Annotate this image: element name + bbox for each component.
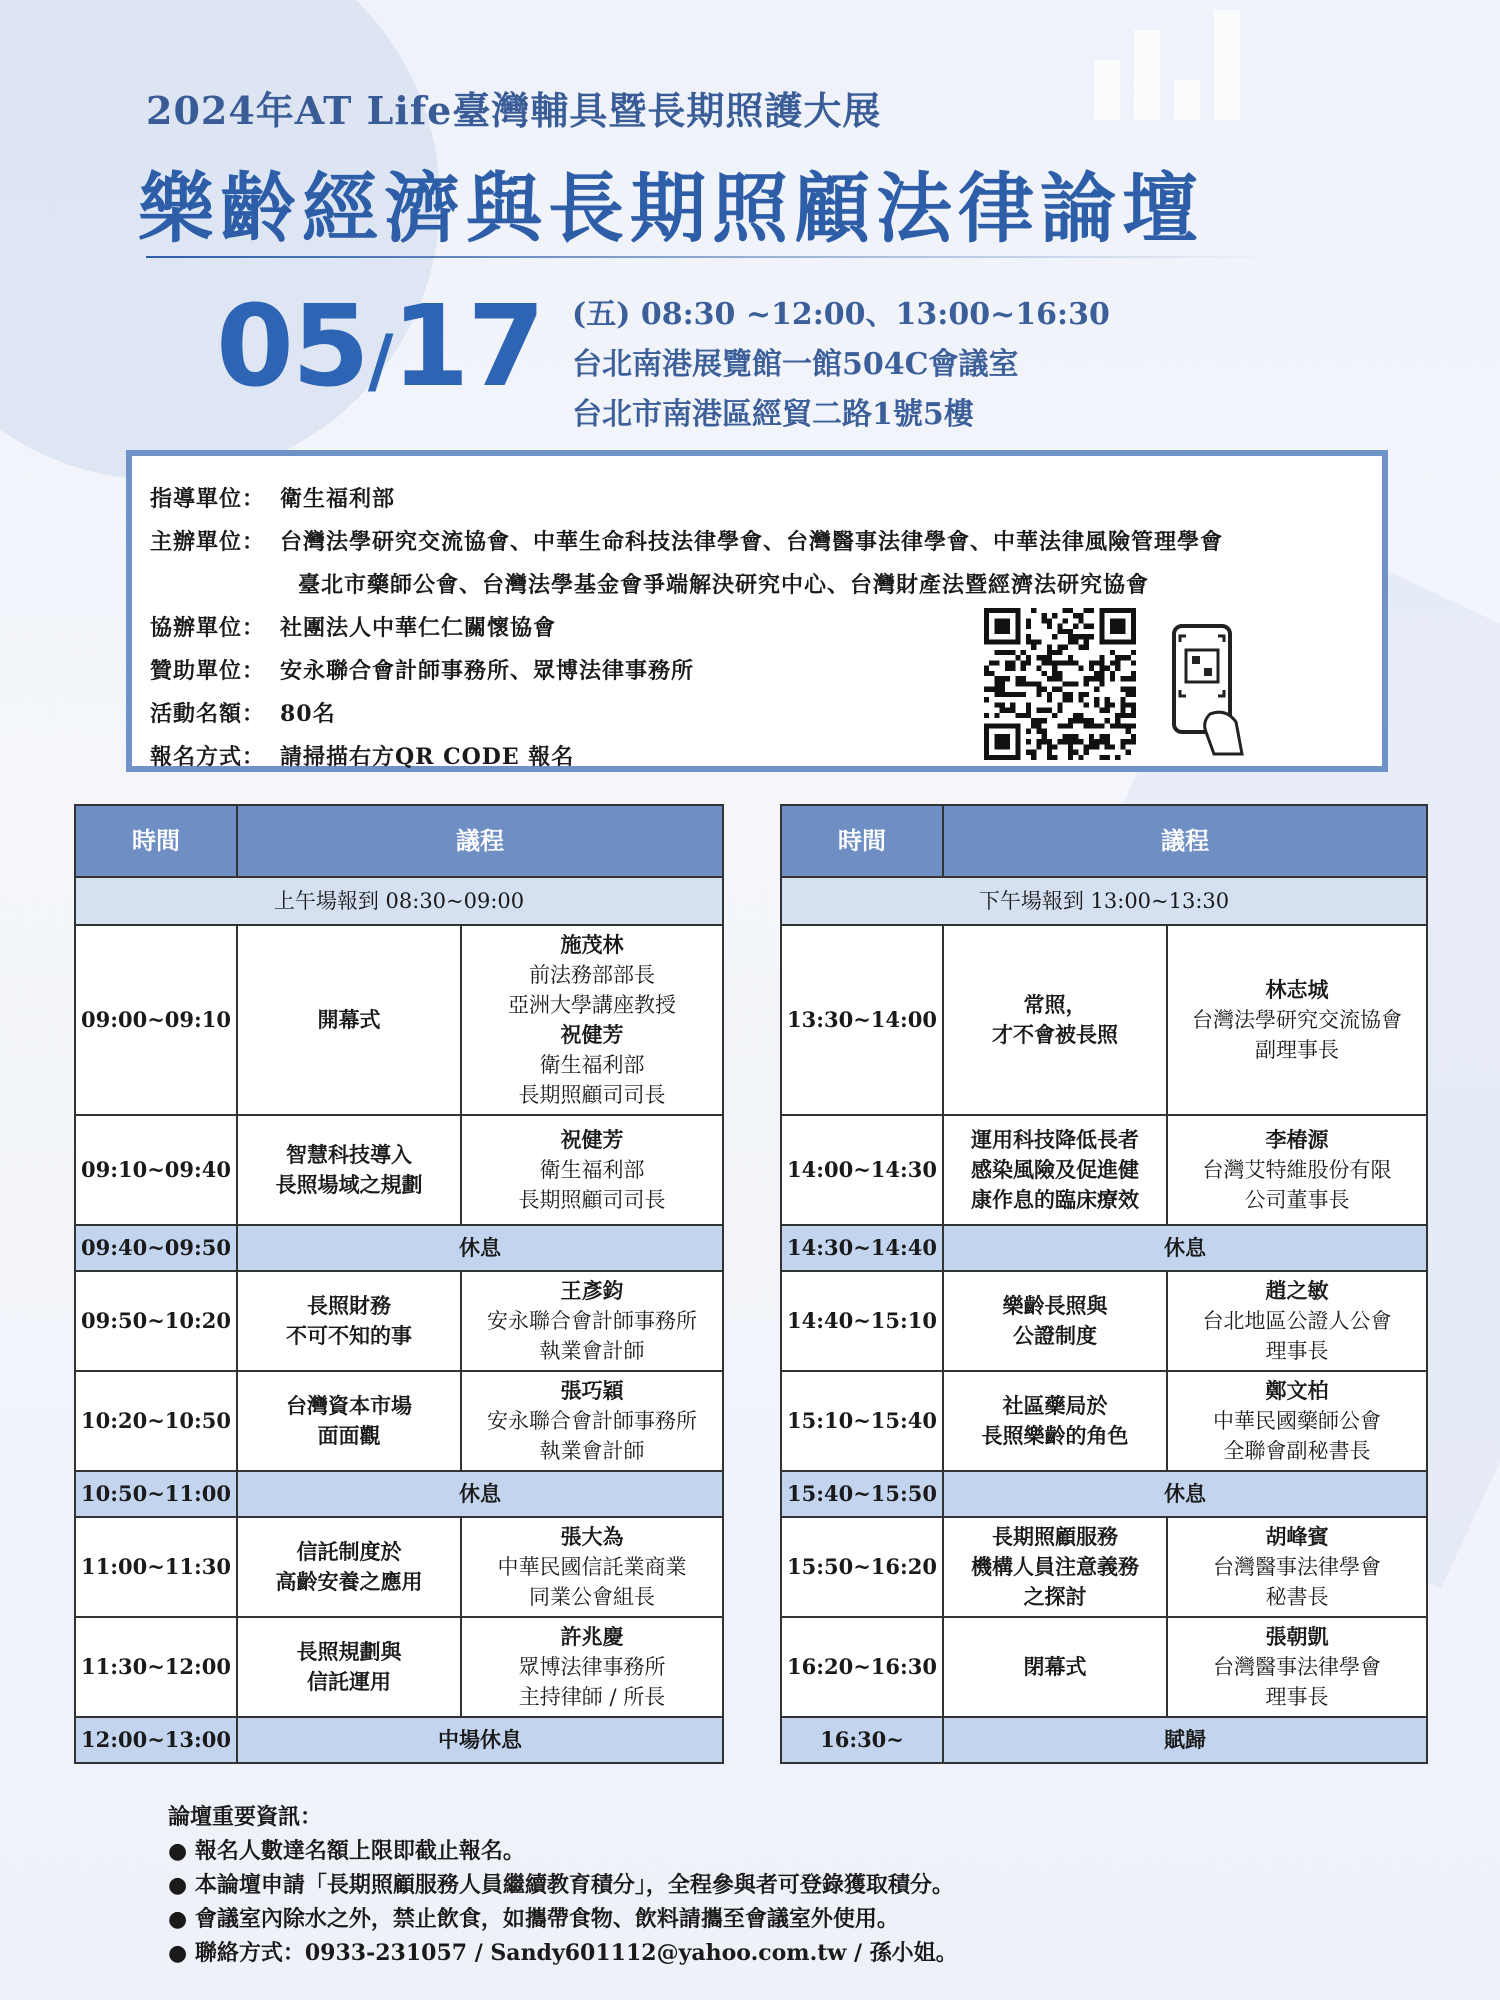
speaker-title: 副理事長 — [1255, 1038, 1339, 1062]
break-row — [781, 1717, 1427, 1763]
session-row — [781, 1617, 1427, 1717]
speaker-title: 眾博法律事務所 — [518, 1655, 666, 1679]
session-row — [75, 1517, 723, 1617]
session-topic: 社區藥局於 長照樂齡的角色 — [943, 1371, 1167, 1471]
break-row — [781, 1471, 1427, 1517]
speaker-name: 趙之敏 — [1265, 1278, 1329, 1303]
org-guide — [150, 476, 1364, 519]
session-row — [781, 1271, 1427, 1371]
session-speaker — [1167, 1115, 1427, 1225]
speaker-name: 王彥鈞 — [560, 1278, 624, 1303]
speaker-title: 執業會計師 — [539, 1339, 645, 1363]
break-label: 中場休息 — [237, 1717, 723, 1763]
col-agenda-header: 議程 — [943, 805, 1427, 877]
speaker-title: 前法務部部長 — [529, 963, 655, 987]
speaker-name: 張朝凱 — [1265, 1624, 1329, 1649]
session-row — [781, 1517, 1427, 1617]
break-row — [75, 1471, 723, 1517]
org-value: 台灣法學研究交流協會、中華生命科技法律學會、台灣醫事法律學會、中華法律風險管理學會 — [280, 529, 1224, 555]
notes-heading: 論壇重要資訊： — [168, 1804, 323, 1830]
event-address: 台北市南港區經貿二路1號5樓 — [572, 397, 974, 432]
speaker-title: 全聯會副秘書長 — [1223, 1439, 1371, 1463]
date-month: 05 — [216, 282, 368, 412]
note-item: ● 報名人數達名額上限即截止報名。 — [168, 1834, 958, 1868]
session-time: 11:00~11:30 — [75, 1517, 237, 1617]
session-time: 16:30~ — [781, 1717, 943, 1763]
speaker-title: 同業公會組長 — [529, 1585, 655, 1609]
date-slash: / — [367, 320, 392, 402]
speaker-name: 鄭文柏 — [1265, 1378, 1329, 1403]
event-time: (五) 08:30 ~12:00、13:00~16:30 — [572, 297, 1110, 332]
speaker-name: 祝健芳 — [560, 1127, 624, 1152]
session-speaker — [461, 1517, 723, 1617]
break-label: 休息 — [943, 1471, 1427, 1517]
session-speaker — [461, 1271, 723, 1371]
event-date — [216, 282, 543, 412]
event-subtitle: 2024年AT Life臺灣輔具暨長期照護大展 — [146, 88, 882, 133]
speaker-title: 亞洲大學講座教授 — [508, 993, 676, 1017]
important-notes — [168, 1800, 958, 1970]
event-info — [572, 290, 1110, 440]
speaker-title: 中華民國藥師公會 — [1213, 1409, 1381, 1433]
session-time: 12:00~13:00 — [75, 1717, 237, 1763]
org-label: 報名方式： — [150, 744, 266, 770]
org-label: 主辦單位： — [150, 529, 266, 555]
registration-row — [75, 877, 723, 925]
session-time: 13:30~14:00 — [781, 925, 943, 1115]
session-row — [75, 1617, 723, 1717]
speaker-title: 長期照顧司司長 — [518, 1083, 666, 1107]
session-time: 14:40~15:10 — [781, 1271, 943, 1371]
speaker-title: 長期照顧司司長 — [518, 1188, 666, 1212]
org-label: 活動名額： — [150, 701, 266, 727]
registration-text: 下午場報到 13:00~13:30 — [781, 877, 1427, 925]
note-item: ● 會議室內除水之外，禁止飲食，如攜帶食物、飲料請攜至會議室外使用。 — [168, 1902, 958, 1936]
event-venue: 台北南港展覽館一館504C會議室 — [572, 347, 1019, 382]
session-topic: 智慧科技導入 長照場域之規劃 — [237, 1115, 461, 1225]
speaker-title: 秘書長 — [1265, 1585, 1329, 1609]
org-host — [150, 519, 1364, 562]
session-topic: 長照財務 不可不知的事 — [237, 1271, 461, 1371]
speaker-title: 理事長 — [1265, 1339, 1329, 1363]
break-label: 休息 — [237, 1225, 723, 1271]
speaker-title: 主持律師 / 所長 — [518, 1685, 666, 1709]
session-row — [781, 1371, 1427, 1471]
col-time-header: 時間 — [781, 805, 943, 877]
speaker-title: 執業會計師 — [539, 1439, 645, 1463]
speaker-title: 衛生福利部 — [539, 1053, 645, 1077]
speaker-title: 安永聯合會計師事務所 — [487, 1409, 697, 1433]
session-time: 14:00~14:30 — [781, 1115, 943, 1225]
speaker-title: 中華民國信託業商業 — [497, 1555, 687, 1579]
speaker-title: 台灣艾特維股份有限 — [1202, 1158, 1392, 1182]
speaker-name: 施茂林 — [560, 932, 624, 957]
session-speaker — [461, 1371, 723, 1471]
qr-code-icon[interactable] — [984, 608, 1136, 760]
break-label: 賦歸 — [943, 1717, 1427, 1763]
session-topic: 常照， 才不會被長照 — [943, 925, 1167, 1115]
speaker-name: 張巧穎 — [560, 1378, 624, 1403]
session-time: 15:40~15:50 — [781, 1471, 943, 1517]
session-time: 15:50~16:20 — [781, 1517, 943, 1617]
session-time: 10:50~11:00 — [75, 1471, 237, 1517]
speaker-title: 公司董事長 — [1244, 1188, 1350, 1212]
speaker-title: 理事長 — [1265, 1685, 1329, 1709]
afternoon-schedule-table — [780, 804, 1428, 1764]
speaker-name: 林志城 — [1265, 977, 1329, 1002]
speaker-title: 台北地區公證人公會 — [1202, 1309, 1392, 1333]
org-value: 衛生福利部 — [280, 486, 396, 512]
speaker-title: 台灣醫事法律學會 — [1213, 1655, 1381, 1679]
table-header-row — [75, 805, 723, 877]
org-value: 請掃描右方QR CODE 報名 — [280, 744, 575, 770]
session-time: 09:10~09:40 — [75, 1115, 237, 1225]
session-speaker — [461, 1115, 723, 1225]
session-row — [781, 1115, 1427, 1225]
session-speaker — [1167, 1617, 1427, 1717]
session-topic: 運用科技降低長者 感染風險及促進健 康作息的臨床療效 — [943, 1115, 1167, 1225]
session-row — [75, 1115, 723, 1225]
session-row — [75, 1371, 723, 1471]
session-speaker — [461, 1617, 723, 1717]
title-divider — [146, 256, 1276, 258]
speaker-name: 祝健芳 — [560, 1022, 624, 1047]
organizer-box — [126, 450, 1388, 772]
speaker-title: 衛生福利部 — [539, 1158, 645, 1182]
table-header-row — [781, 805, 1427, 877]
break-row — [75, 1225, 723, 1271]
session-speaker — [1167, 925, 1427, 1115]
session-time: 16:20~16:30 — [781, 1617, 943, 1717]
page-title: 樂齡經濟與長期照顧法律論壇 — [138, 164, 1204, 253]
session-speaker — [1167, 1517, 1427, 1617]
break-row — [75, 1717, 723, 1763]
session-topic: 閉幕式 — [943, 1617, 1167, 1717]
org-value: 80名 — [280, 701, 336, 727]
session-topic: 開幕式 — [237, 925, 461, 1115]
org-value: 社團法人中華仁仁關懷協會 — [280, 615, 557, 641]
session-topic: 樂齡長照與 公證制度 — [943, 1271, 1167, 1371]
org-value: 臺北市藥師公會、台灣法學基金會爭端解決研究中心、台灣財產法暨經濟法研究協會 — [298, 572, 1150, 598]
speaker-title: 台灣醫事法律學會 — [1213, 1555, 1381, 1579]
speaker-title: 安永聯合會計師事務所 — [487, 1309, 697, 1333]
break-label: 休息 — [943, 1225, 1427, 1271]
session-topic: 長期照顧服務 機構人員注意義務 之探討 — [943, 1517, 1167, 1617]
session-time: 10:20~10:50 — [75, 1371, 237, 1471]
session-time: 09:00~09:10 — [75, 925, 237, 1115]
break-label: 休息 — [237, 1471, 723, 1517]
speaker-name: 胡峰賓 — [1265, 1524, 1329, 1549]
org-host-cont — [150, 562, 1364, 605]
registration-row — [781, 877, 1427, 925]
org-value: 安永聯合會計師事務所、眾博法律事務所 — [280, 658, 695, 684]
session-row — [75, 925, 723, 1115]
org-label: 贊助單位： — [150, 658, 266, 684]
session-topic: 信託制度於 高齡安養之應用 — [237, 1517, 461, 1617]
speaker-name: 張大為 — [560, 1524, 624, 1549]
break-row — [781, 1225, 1427, 1271]
col-time-header: 時間 — [75, 805, 237, 877]
note-item: ● 聯絡方式：0933-231057 / Sandy601112@yahoo.com.tw / 孫小姐。 — [168, 1936, 958, 1970]
session-time: 11:30~12:00 — [75, 1617, 237, 1717]
session-time: 15:10~15:40 — [781, 1371, 943, 1471]
background-bars — [1094, 10, 1240, 120]
session-row — [781, 925, 1427, 1115]
session-row — [75, 1271, 723, 1371]
org-label: 指導單位： — [150, 486, 266, 512]
org-label: 協辦單位： — [150, 615, 266, 641]
session-time: 09:50~10:20 — [75, 1271, 237, 1371]
session-topic: 台灣資本市場 面面觀 — [237, 1371, 461, 1471]
note-item: ● 本論壇申請「長期照顧服務人員繼續教育積分」，全程參與者可登錄獲取積分。 — [168, 1868, 958, 1902]
phone-scan-icon — [1166, 622, 1244, 758]
speaker-name: 李椿源 — [1265, 1127, 1329, 1152]
registration-text: 上午場報到 08:30~09:00 — [75, 877, 723, 925]
morning-schedule-table — [74, 804, 724, 1764]
col-agenda-header: 議程 — [237, 805, 723, 877]
session-time: 09:40~09:50 — [75, 1225, 237, 1271]
session-speaker — [461, 925, 723, 1115]
speaker-name: 許兆慶 — [560, 1624, 624, 1649]
date-day: 17 — [391, 282, 544, 412]
session-speaker — [1167, 1271, 1427, 1371]
session-speaker — [1167, 1371, 1427, 1471]
session-topic: 長照規劃與 信託運用 — [237, 1617, 461, 1717]
speaker-title: 台灣法學研究交流協會 — [1192, 1008, 1402, 1032]
session-time: 14:30~14:40 — [781, 1225, 943, 1271]
